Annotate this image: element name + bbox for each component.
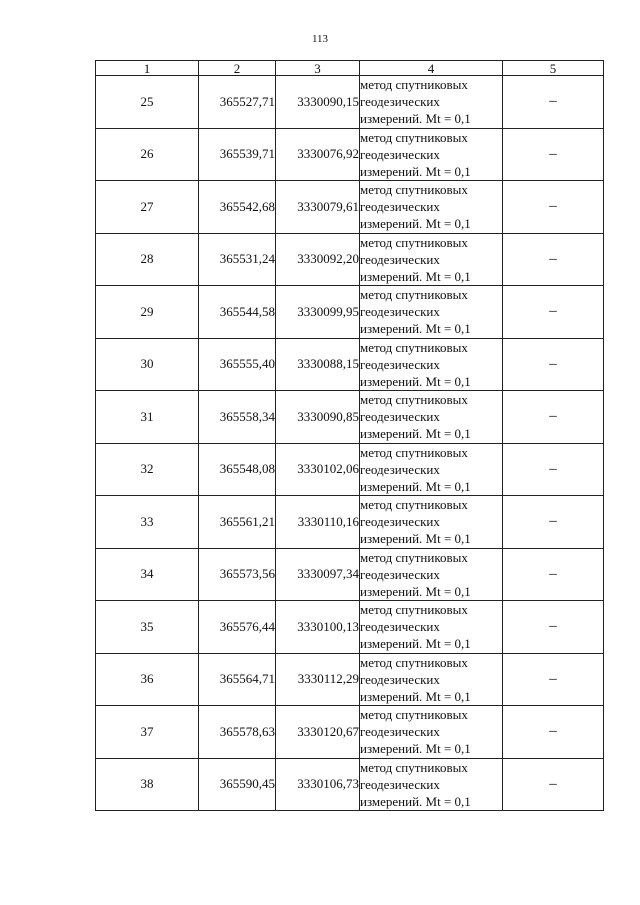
point-number-cell: 30 — [96, 338, 199, 391]
point-number-cell: 38 — [96, 758, 199, 811]
x-coordinate-cell: 365542,68 — [199, 181, 276, 234]
method-text-line: измерений. Mt = 0,1 — [360, 373, 471, 389]
note-cell: – — [503, 128, 604, 181]
method-cell — [360, 128, 503, 181]
method-text-line: измерений. Mt = 0,1 — [360, 163, 471, 179]
note-cell: – — [503, 443, 604, 496]
y-coordinate-cell: 3330090,15 — [276, 76, 360, 129]
method-text-line: метод спутниковых — [360, 654, 468, 670]
y-coordinate-cell: 3330112,29 — [276, 653, 360, 706]
x-coordinate-cell: 365590,45 — [199, 758, 276, 811]
coordinates-table — [95, 60, 604, 811]
method-cell — [360, 286, 503, 339]
table-row — [96, 233, 604, 286]
method-text-line: измерений. Mt = 0,1 — [360, 111, 471, 127]
point-number-cell: 36 — [96, 653, 199, 706]
method-text-line: измерений. Mt = 0,1 — [360, 583, 471, 599]
method-text-line: измерений. Mt = 0,1 — [360, 478, 471, 494]
table-row — [96, 706, 604, 759]
note-cell: – — [503, 601, 604, 654]
table-row — [96, 286, 604, 339]
y-coordinate-cell: 3330092,20 — [276, 233, 360, 286]
x-coordinate-cell: 365576,44 — [199, 601, 276, 654]
y-coordinate-cell: 3330120,67 — [276, 706, 360, 759]
note-cell: – — [503, 286, 604, 339]
method-text-line: геодезических — [360, 356, 440, 372]
method-text-line: геодезических — [360, 724, 440, 740]
point-number-cell: 29 — [96, 286, 199, 339]
x-coordinate-cell: 365531,24 — [199, 233, 276, 286]
method-text-line: измерений. Mt = 0,1 — [360, 531, 471, 547]
y-coordinate-cell: 3330106,73 — [276, 758, 360, 811]
note-cell: – — [503, 338, 604, 391]
method-text-line: геодезических — [360, 94, 440, 110]
table-row — [96, 496, 604, 549]
method-text-line: геодезических — [360, 304, 440, 320]
method-text-line: геодезических — [360, 461, 440, 477]
y-coordinate-cell: 3330076,92 — [276, 128, 360, 181]
method-cell — [360, 653, 503, 706]
table-row — [96, 391, 604, 444]
x-coordinate-cell: 365573,56 — [199, 548, 276, 601]
x-coordinate-cell: 365527,71 — [199, 76, 276, 129]
y-coordinate-cell: 3330097,34 — [276, 548, 360, 601]
point-number-cell: 34 — [96, 548, 199, 601]
method-text-line: измерений. Mt = 0,1 — [360, 426, 471, 442]
method-cell — [360, 233, 503, 286]
table-row — [96, 338, 604, 391]
note-cell: – — [503, 706, 604, 759]
point-number-cell: 26 — [96, 128, 199, 181]
method-text-line: метод спутниковых — [360, 444, 468, 460]
note-cell: – — [503, 548, 604, 601]
note-cell: – — [503, 758, 604, 811]
x-coordinate-cell: 365558,34 — [199, 391, 276, 444]
point-number-cell: 35 — [96, 601, 199, 654]
method-text-line: измерений. Mt = 0,1 — [360, 636, 471, 652]
x-coordinate-cell: 365578,63 — [199, 706, 276, 759]
note-cell: – — [503, 233, 604, 286]
table-row — [96, 128, 604, 181]
note-cell: – — [503, 76, 604, 129]
method-text-line: геодезических — [360, 619, 440, 635]
table-row — [96, 76, 604, 129]
y-coordinate-cell: 3330110,16 — [276, 496, 360, 549]
method-cell — [360, 338, 503, 391]
method-text-line: геодезических — [360, 671, 440, 687]
column-header: 4 — [360, 61, 503, 76]
method-text-line: метод спутниковых — [360, 287, 468, 303]
x-coordinate-cell: 365548,08 — [199, 443, 276, 496]
method-text-line: геодезических — [360, 199, 440, 215]
method-text-line: геодезических — [360, 146, 440, 162]
column-header: 2 — [199, 61, 276, 76]
point-number-cell: 31 — [96, 391, 199, 444]
page-number: 113 — [311, 33, 329, 45]
point-number-cell: 33 — [96, 496, 199, 549]
method-cell — [360, 496, 503, 549]
y-coordinate-cell: 3330102,06 — [276, 443, 360, 496]
point-number-cell: 37 — [96, 706, 199, 759]
table-row — [96, 758, 604, 811]
point-number-cell: 32 — [96, 443, 199, 496]
method-text-line: метод спутниковых — [360, 234, 468, 250]
table-header-row — [96, 61, 604, 76]
x-coordinate-cell: 365564,71 — [199, 653, 276, 706]
point-number-cell: 27 — [96, 181, 199, 234]
point-number-cell: 28 — [96, 233, 199, 286]
x-coordinate-cell: 365539,71 — [199, 128, 276, 181]
method-text-line: метод спутниковых — [360, 602, 468, 618]
method-cell — [360, 76, 503, 129]
method-text-line: измерений. Mt = 0,1 — [360, 216, 471, 232]
y-coordinate-cell: 3330099,95 — [276, 286, 360, 339]
table-row — [96, 601, 604, 654]
method-cell — [360, 548, 503, 601]
method-text-line: метод спутниковых — [360, 339, 468, 355]
method-text-line: метод спутниковых — [360, 549, 468, 565]
method-cell — [360, 601, 503, 654]
method-text-line: измерений. Mt = 0,1 — [360, 793, 471, 809]
x-coordinate-cell: 365561,21 — [199, 496, 276, 549]
point-number-cell: 25 — [96, 76, 199, 129]
table-row — [96, 181, 604, 234]
y-coordinate-cell: 3330090,85 — [276, 391, 360, 444]
method-text-line: измерений. Mt = 0,1 — [360, 741, 471, 757]
method-cell — [360, 758, 503, 811]
method-text-line: метод спутниковых — [360, 182, 468, 198]
y-coordinate-cell: 3330088,15 — [276, 338, 360, 391]
note-cell: – — [503, 496, 604, 549]
method-cell — [360, 706, 503, 759]
method-text-line: измерений. Mt = 0,1 — [360, 268, 471, 284]
column-header: 1 — [96, 61, 199, 76]
table-body — [96, 76, 604, 811]
column-header: 3 — [276, 61, 360, 76]
method-text-line: геодезических — [360, 776, 440, 792]
method-cell — [360, 443, 503, 496]
method-cell — [360, 181, 503, 234]
method-text-line: измерений. Mt = 0,1 — [360, 321, 471, 337]
table-row — [96, 548, 604, 601]
x-coordinate-cell: 365555,40 — [199, 338, 276, 391]
note-cell: – — [503, 181, 604, 234]
note-cell: – — [503, 653, 604, 706]
method-text-line: метод спутниковых — [360, 497, 468, 513]
method-text-line: метод спутниковых — [360, 129, 468, 145]
table-row — [96, 653, 604, 706]
column-header: 5 — [503, 61, 604, 76]
method-text-line: измерений. Mt = 0,1 — [360, 688, 471, 704]
method-cell — [360, 391, 503, 444]
method-text-line: метод спутниковых — [360, 707, 468, 723]
y-coordinate-cell: 3330079,61 — [276, 181, 360, 234]
method-text-line: геодезических — [360, 409, 440, 425]
method-text-line: метод спутниковых — [360, 77, 468, 93]
x-coordinate-cell: 365544,58 — [199, 286, 276, 339]
method-text-line: метод спутниковых — [360, 392, 468, 408]
method-text-line: метод спутниковых — [360, 759, 468, 775]
table-row — [96, 443, 604, 496]
method-text-line: геодезических — [360, 566, 440, 582]
method-text-line: геодезических — [360, 251, 440, 267]
method-text-line: геодезических — [360, 514, 440, 530]
y-coordinate-cell: 3330100,13 — [276, 601, 360, 654]
note-cell: – — [503, 391, 604, 444]
